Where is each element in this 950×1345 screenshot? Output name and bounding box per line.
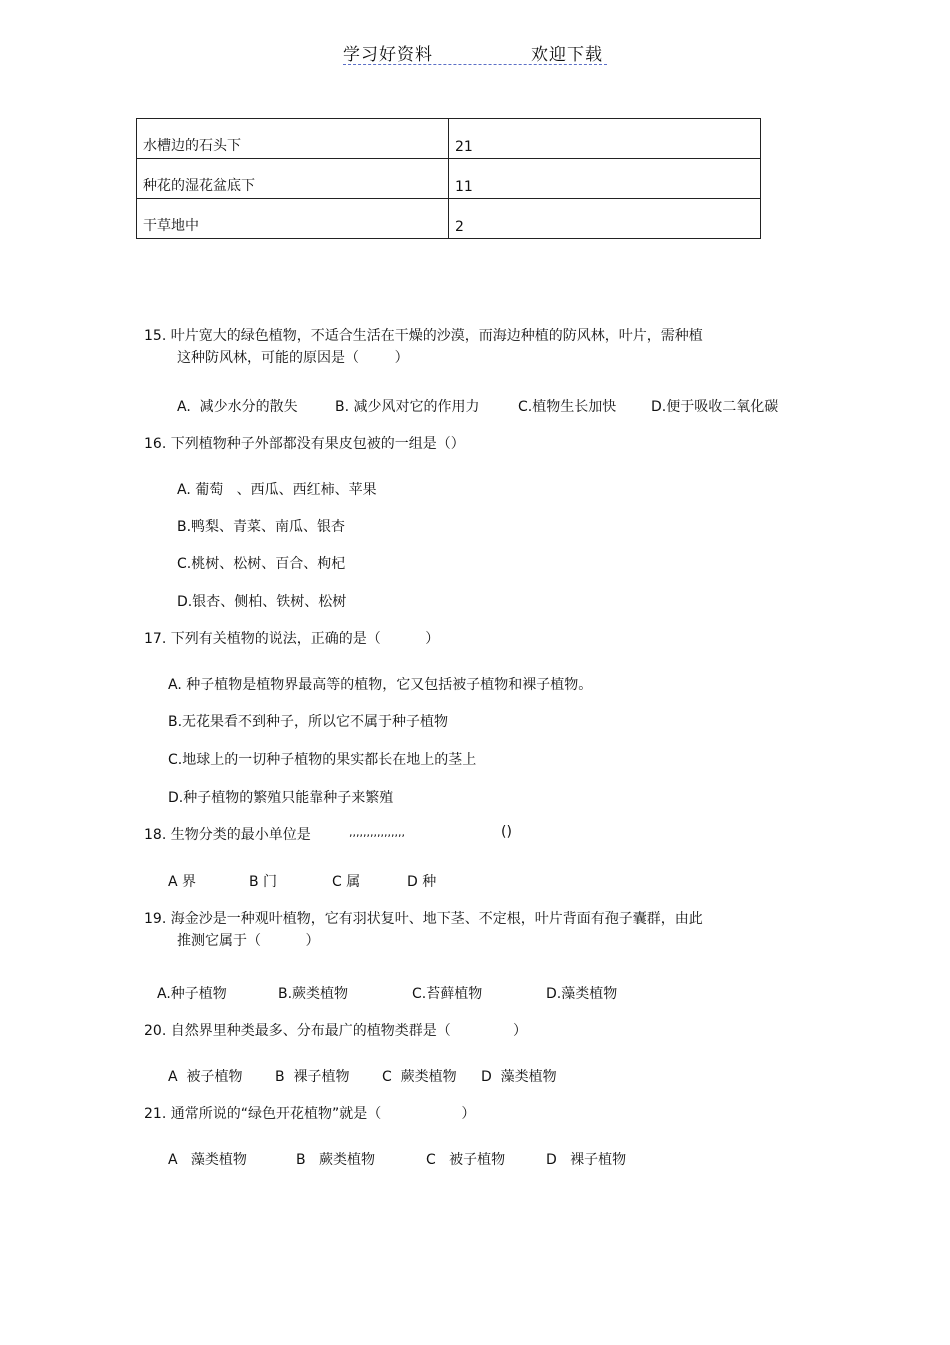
table-cell-place: 种花的湿花盆底下: [137, 159, 449, 199]
table-cell-count: 21: [449, 119, 761, 159]
q21-option-d: D 裸子植物: [546, 1152, 627, 1168]
q15-option-a: A. 减少水分的散失: [177, 399, 298, 415]
header-left-text: 学习好资料: [343, 45, 433, 65]
data-table: [136, 118, 761, 239]
q20-option-d: D 藻类植物: [481, 1069, 557, 1085]
q20-option-c: C 蕨类植物: [382, 1069, 457, 1085]
q20-stem: 20. 自然界里种类最多、分布最广的植物类群是（ ）: [144, 1023, 528, 1039]
q17-option-a: A. 种子植物是植物界最高等的植物，它又包括被子植物和裸子植物。: [168, 677, 593, 693]
q20-option-a: A 被子植物: [168, 1069, 243, 1085]
q18-parens: (): [501, 824, 512, 840]
q19-option-a: A.种子植物: [157, 986, 227, 1002]
page-header: [343, 40, 607, 65]
q19-stem-line1: 19. 海金沙是一种观叶植物，它有羽状复叶、地下茎、不定根，叶片背面有孢子囊群，由此: [144, 911, 703, 927]
q18-option-d: D 种: [407, 874, 437, 890]
q16-stem: 16. 下列植物种子外部都没有果皮包被的一组是（）: [144, 436, 465, 452]
table-cell-place: 干草地中: [137, 199, 449, 239]
q21-option-c: C 被子植物: [426, 1152, 506, 1168]
q18-option-b: B 门: [249, 874, 278, 890]
q17-option-d: D.种子植物的繁殖只能靠种子来繁殖: [168, 790, 394, 806]
q21-stem: 21. 通常所说的“绿色开花植物”就是（ ）: [144, 1106, 476, 1122]
q15-option-c: C.植物生长加快: [518, 399, 617, 415]
table-row: [137, 119, 761, 159]
table-cell-count: 11: [449, 159, 761, 199]
q19-stem-line2: 推测它属于（ ）: [177, 933, 320, 949]
table-row: [137, 159, 761, 199]
q16-option-b: B.鸭梨、青菜、南瓜、银杏: [177, 519, 346, 535]
q16-option-a: A. 葡萄 、西瓜、西红柿、苹果: [177, 482, 377, 498]
q18-dots: ,,,,,,,,,,,,,,,,: [349, 826, 405, 839]
q17-option-b: B.无花果看不到种子，所以它不属于种子植物: [168, 714, 449, 730]
q17-stem: 17. 下列有关植物的说法，正确的是（ ）: [144, 631, 440, 647]
q15-option-d: D.便于吸收二氧化碳: [651, 399, 779, 415]
q15-stem-line2: 这种防风林，可能的原因是（ ）: [177, 350, 409, 366]
q16-option-d: D.银杏、侧柏、铁树、松树: [177, 594, 347, 610]
table-cell-count: 2: [449, 199, 761, 239]
q18-option-c: C 属: [332, 874, 361, 890]
q18-stem: 18. 生物分类的最小单位是: [144, 827, 311, 843]
q19-option-c: C.苔藓植物: [412, 986, 483, 1002]
q18-option-a: A 界: [168, 874, 197, 890]
table-row: [137, 199, 761, 239]
q21-option-a: A 藻类植物: [168, 1152, 247, 1168]
q17-option-c: C.地球上的一切种子植物的果实都长在地上的茎上: [168, 752, 477, 768]
q20-option-b: B 裸子植物: [275, 1069, 350, 1085]
q21-option-b: B 蕨类植物: [296, 1152, 375, 1168]
q19-option-d: D.藻类植物: [546, 986, 618, 1002]
q16-option-c: C.桃树、松树、百合、枸杞: [177, 556, 346, 572]
q19-option-b: B.蕨类植物: [278, 986, 349, 1002]
q15-option-b: B. 减少风对它的作用力: [335, 399, 480, 415]
table-cell-place: 水槽边的石头下: [137, 119, 449, 159]
header-right-text: 欢迎下载: [531, 45, 603, 65]
q15-stem-line1: 15. 叶片宽大的绿色植物，不适合生活在干燥的沙漠，而海边种植的防风林，叶片，需种植: [144, 328, 703, 344]
